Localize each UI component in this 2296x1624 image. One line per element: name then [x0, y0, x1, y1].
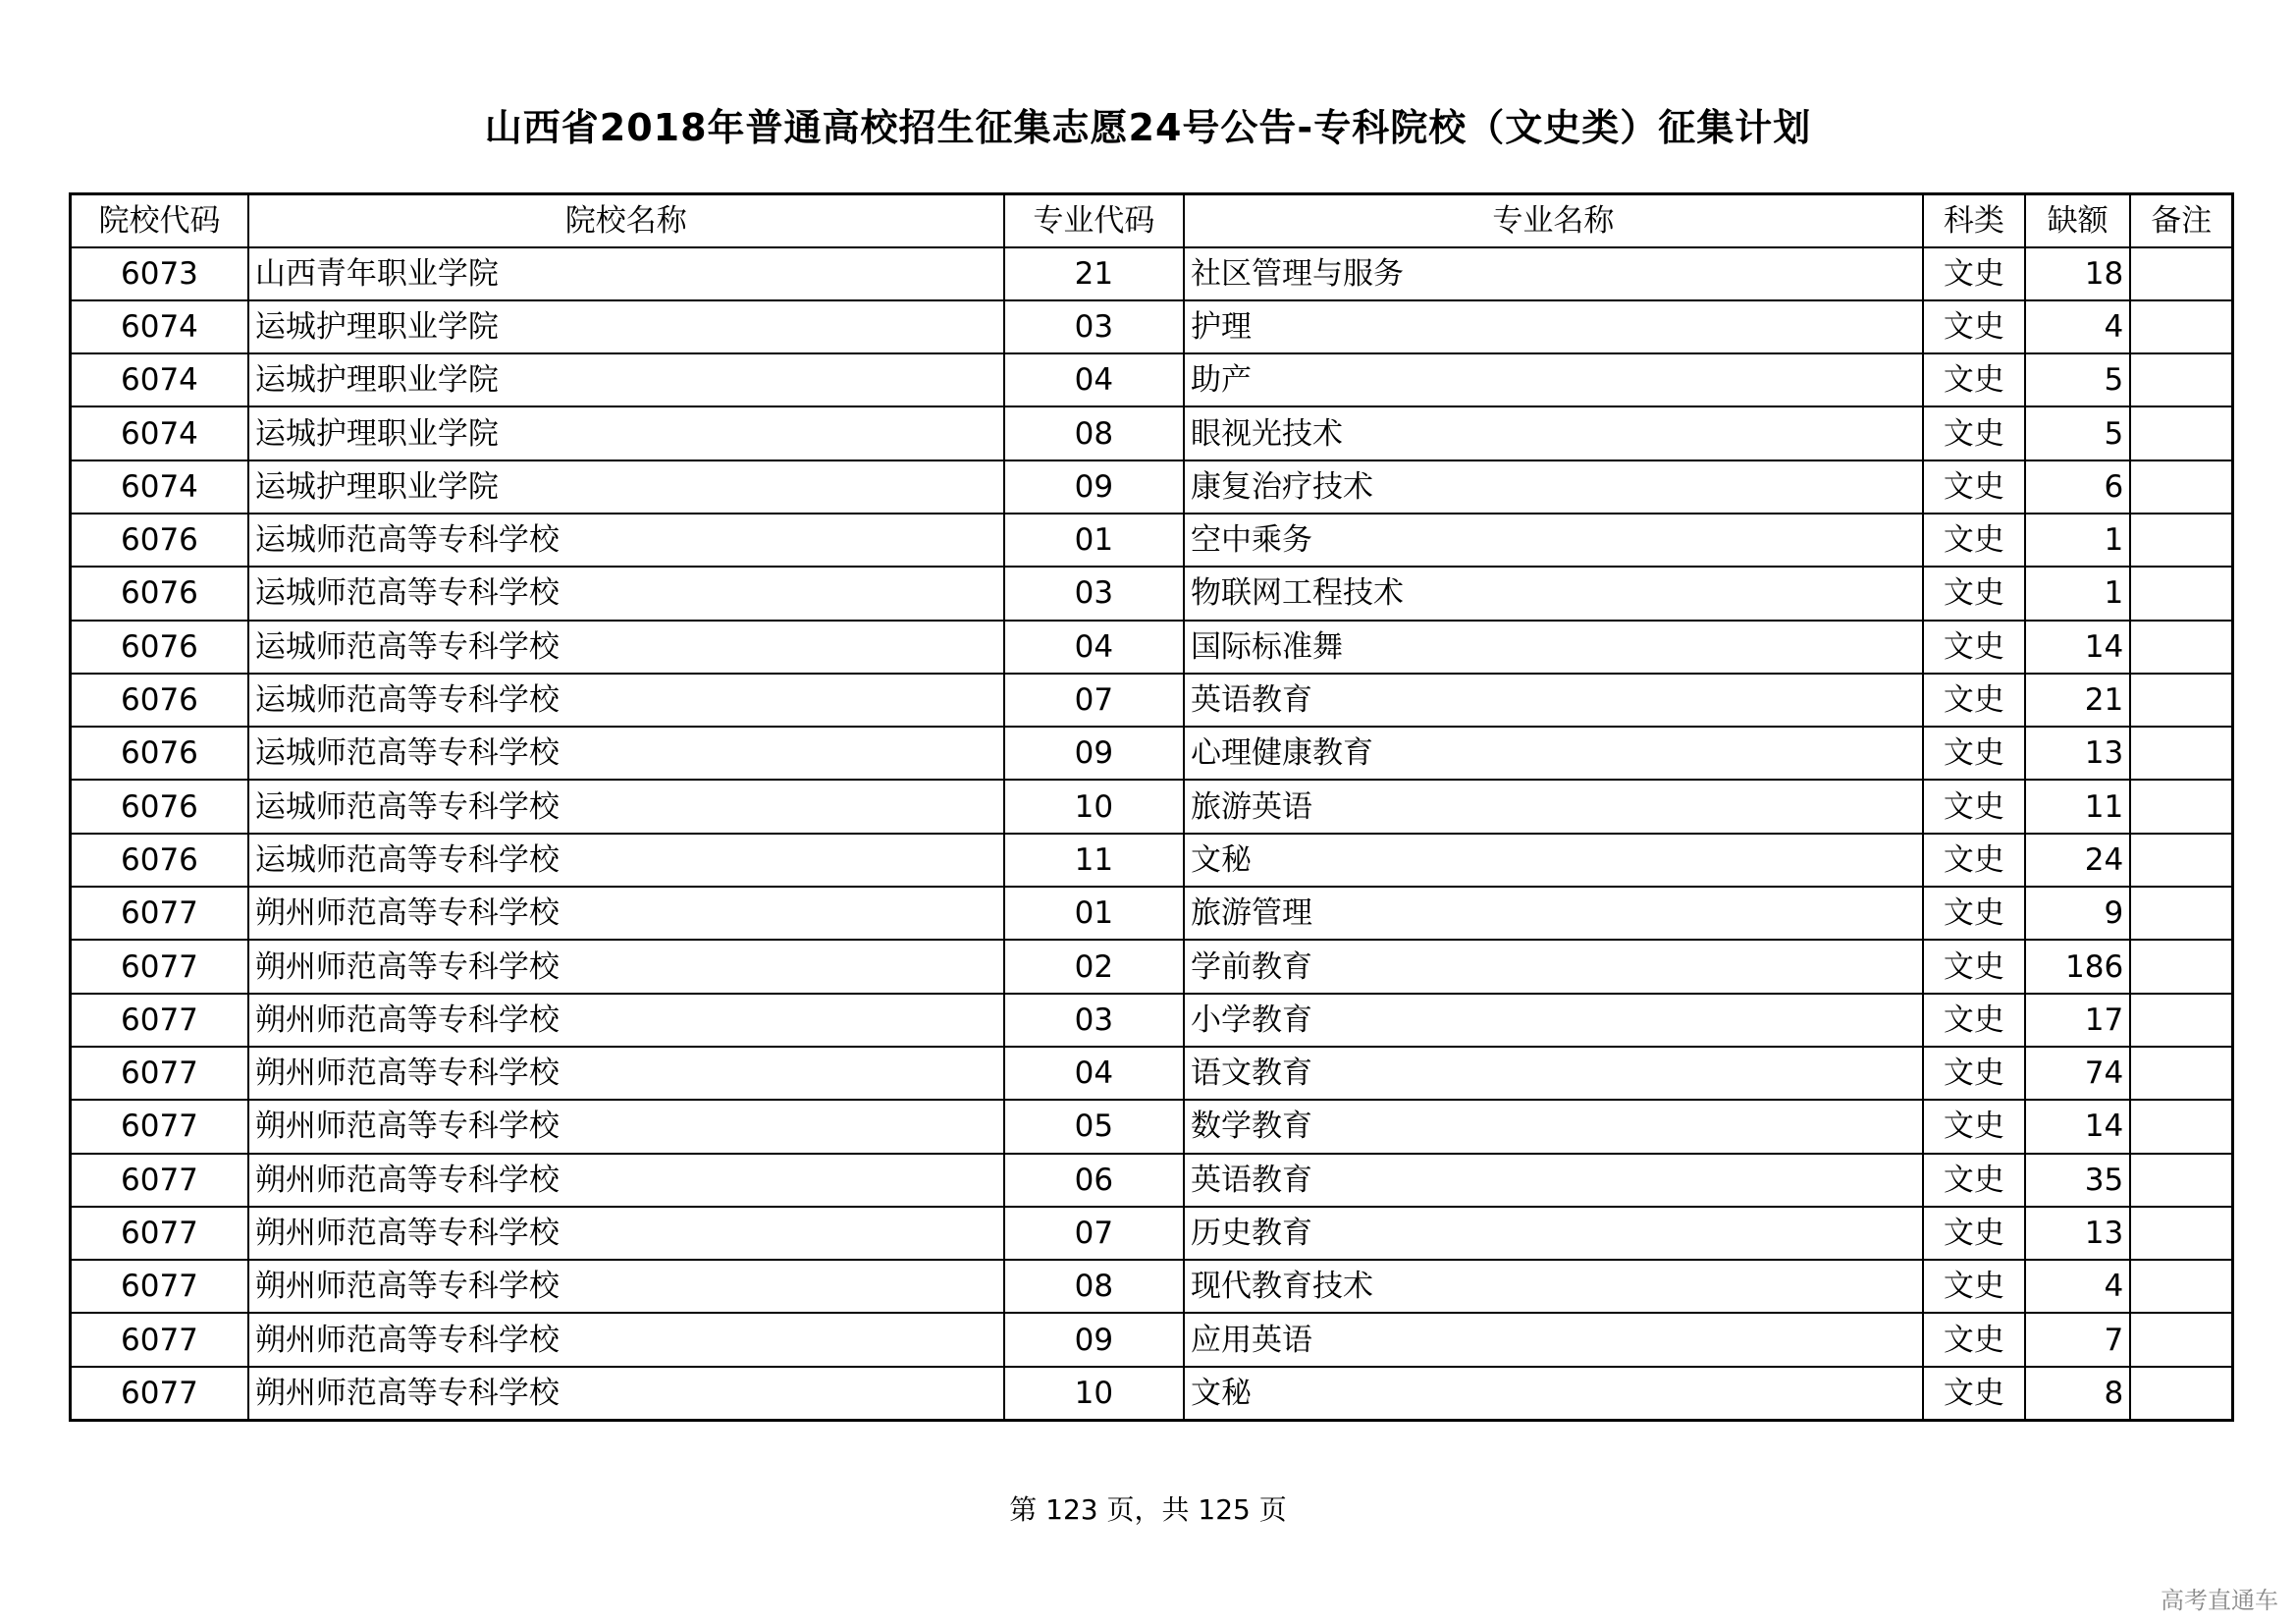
cell-school-code: 6077: [71, 1260, 248, 1313]
cell-major-code: 06: [1004, 1154, 1184, 1207]
table-row: [71, 994, 2233, 1047]
cell-note: [2130, 834, 2232, 887]
cell-school-code: 6077: [71, 1207, 248, 1260]
cell-note: [2130, 887, 2232, 940]
cell-school-name: 运城师范高等专科学校: [248, 514, 1004, 567]
cell-category: 文史: [1923, 353, 2025, 406]
cell-note: [2130, 300, 2232, 353]
cell-note: [2130, 940, 2232, 993]
cell-note: [2130, 1313, 2232, 1366]
cell-category: 文史: [1923, 1154, 2025, 1207]
cell-school-code: 6074: [71, 300, 248, 353]
header-school-code: 院校代码: [71, 194, 248, 247]
cell-quota: 7: [2025, 1313, 2130, 1366]
header-major-name: 专业名称: [1184, 194, 1923, 247]
cell-category: 文史: [1923, 1207, 2025, 1260]
cell-major-name: 空中乘务: [1184, 514, 1923, 567]
table-row: [71, 1047, 2233, 1100]
table-row: [71, 1260, 2233, 1313]
cell-category: 文史: [1923, 406, 2025, 460]
cell-school-name: 运城师范高等专科学校: [248, 834, 1004, 887]
cell-major-name: 现代教育技术: [1184, 1260, 1923, 1313]
cell-major-code: 04: [1004, 621, 1184, 674]
cell-major-code: 08: [1004, 406, 1184, 460]
cell-category: 文史: [1923, 514, 2025, 567]
cell-note: [2130, 353, 2232, 406]
cell-school-name: 运城师范高等专科学校: [248, 780, 1004, 833]
table-row: [71, 621, 2233, 674]
cell-school-code: 6076: [71, 674, 248, 727]
cell-major-name: 小学教育: [1184, 994, 1923, 1047]
table-row: [71, 1367, 2233, 1420]
cell-major-name: 学前教育: [1184, 940, 1923, 993]
header-note: 备注: [2130, 194, 2232, 247]
document-title: 山西省2018年普通高校招生征集志愿24号公告-专科院校（文史类）征集计划: [484, 106, 1812, 149]
cell-category: 文史: [1923, 1367, 2025, 1420]
cell-major-name: 历史教育: [1184, 1207, 1923, 1260]
cell-school-code: 6074: [71, 406, 248, 460]
cell-major-code: 09: [1004, 1313, 1184, 1366]
header-major-code: 专业代码: [1004, 194, 1184, 247]
cell-category: 文史: [1923, 460, 2025, 514]
cell-quota: 74: [2025, 1047, 2130, 1100]
table-row: [71, 460, 2233, 514]
cell-school-code: 6076: [71, 834, 248, 887]
cell-category: 文史: [1923, 1260, 2025, 1313]
cell-major-name: 数学教育: [1184, 1100, 1923, 1153]
cell-category: 文史: [1923, 727, 2025, 780]
cell-major-name: 物联网工程技术: [1184, 567, 1923, 620]
cell-quota: 24: [2025, 834, 2130, 887]
cell-major-name: 应用英语: [1184, 1313, 1923, 1366]
cell-quota: 6: [2025, 460, 2130, 514]
cell-major-code: 01: [1004, 887, 1184, 940]
table-header-row: [71, 194, 2233, 247]
cell-note: [2130, 406, 2232, 460]
cell-quota: 9: [2025, 887, 2130, 940]
cell-quota: 14: [2025, 1100, 2130, 1153]
cell-major-code: 07: [1004, 1207, 1184, 1260]
cell-school-name: 山西青年职业学院: [248, 247, 1004, 300]
page-number: 第 123 页，共 125 页: [1009, 1493, 1287, 1526]
cell-major-code: 08: [1004, 1260, 1184, 1313]
cell-note: [2130, 514, 2232, 567]
cell-school-code: 6076: [71, 621, 248, 674]
cell-school-name: 运城师范高等专科学校: [248, 567, 1004, 620]
cell-school-name: 运城护理职业学院: [248, 406, 1004, 460]
cell-major-name: 语文教育: [1184, 1047, 1923, 1100]
cell-major-code: 03: [1004, 994, 1184, 1047]
cell-school-name: 朔州师范高等专科学校: [248, 1100, 1004, 1153]
cell-category: 文史: [1923, 994, 2025, 1047]
cell-note: [2130, 460, 2232, 514]
table-row: [71, 887, 2233, 940]
cell-quota: 1: [2025, 514, 2130, 567]
cell-school-code: 6077: [71, 1313, 248, 1366]
cell-note: [2130, 674, 2232, 727]
cell-quota: 5: [2025, 353, 2130, 406]
table-row: [71, 567, 2233, 620]
cell-quota: 21: [2025, 674, 2130, 727]
cell-category: 文史: [1923, 1100, 2025, 1153]
cell-major-code: 01: [1004, 514, 1184, 567]
cell-quota: 8: [2025, 1367, 2130, 1420]
cell-quota: 186: [2025, 940, 2130, 993]
table-row: [71, 780, 2233, 833]
cell-major-name: 心理健康教育: [1184, 727, 1923, 780]
cell-school-name: 运城护理职业学院: [248, 300, 1004, 353]
cell-major-code: 21: [1004, 247, 1184, 300]
cell-quota: 4: [2025, 300, 2130, 353]
table-row: [71, 940, 2233, 993]
cell-school-code: 6077: [71, 940, 248, 993]
cell-quota: 13: [2025, 727, 2130, 780]
watermark: 高考直通车: [2161, 1587, 2278, 1614]
table-row: [71, 727, 2233, 780]
table-row: [71, 834, 2233, 887]
cell-note: [2130, 567, 2232, 620]
cell-quota: 11: [2025, 780, 2130, 833]
cell-category: 文史: [1923, 1313, 2025, 1366]
table-row: [71, 674, 2233, 727]
cell-major-code: 09: [1004, 727, 1184, 780]
cell-school-name: 运城师范高等专科学校: [248, 621, 1004, 674]
cell-category: 文史: [1923, 834, 2025, 887]
cell-major-code: 04: [1004, 1047, 1184, 1100]
cell-major-code: 02: [1004, 940, 1184, 993]
cell-major-code: 10: [1004, 780, 1184, 833]
header-quota: 缺额: [2025, 194, 2130, 247]
cell-quota: 14: [2025, 621, 2130, 674]
cell-school-name: 朔州师范高等专科学校: [248, 1154, 1004, 1207]
header-school-name: 院校名称: [248, 194, 1004, 247]
cell-school-name: 朔州师范高等专科学校: [248, 940, 1004, 993]
cell-school-code: 6077: [71, 1100, 248, 1153]
cell-school-code: 6076: [71, 727, 248, 780]
cell-category: 文史: [1923, 621, 2025, 674]
cell-major-name: 文秘: [1184, 1367, 1923, 1420]
cell-note: [2130, 1207, 2232, 1260]
table-row: [71, 514, 2233, 567]
cell-major-name: 旅游英语: [1184, 780, 1923, 833]
cell-major-code: 05: [1004, 1100, 1184, 1153]
table-row: [71, 1154, 2233, 1207]
cell-major-code: 07: [1004, 674, 1184, 727]
cell-quota: 18: [2025, 247, 2130, 300]
cell-school-code: 6076: [71, 567, 248, 620]
cell-quota: 4: [2025, 1260, 2130, 1313]
cell-school-code: 6073: [71, 247, 248, 300]
cell-school-name: 朔州师范高等专科学校: [248, 887, 1004, 940]
cell-category: 文史: [1923, 887, 2025, 940]
cell-category: 文史: [1923, 780, 2025, 833]
cell-school-name: 运城师范高等专科学校: [248, 674, 1004, 727]
cell-note: [2130, 247, 2232, 300]
cell-note: [2130, 1367, 2232, 1420]
cell-school-code: 6076: [71, 514, 248, 567]
cell-school-name: 朔州师范高等专科学校: [248, 1260, 1004, 1313]
table-row: [71, 406, 2233, 460]
cell-school-code: 6077: [71, 1047, 248, 1100]
cell-category: 文史: [1923, 247, 2025, 300]
table-body: [71, 247, 2233, 1421]
cell-school-code: 6077: [71, 994, 248, 1047]
cell-note: [2130, 727, 2232, 780]
cell-major-name: 国际标准舞: [1184, 621, 1923, 674]
cell-school-code: 6074: [71, 353, 248, 406]
table-row: [71, 300, 2233, 353]
cell-category: 文史: [1923, 300, 2025, 353]
cell-school-code: 6076: [71, 780, 248, 833]
cell-major-name: 助产: [1184, 353, 1923, 406]
cell-category: 文史: [1923, 1047, 2025, 1100]
cell-major-code: 04: [1004, 353, 1184, 406]
cell-major-name: 眼视光技术: [1184, 406, 1923, 460]
table-row: [71, 353, 2233, 406]
cell-quota: 35: [2025, 1154, 2130, 1207]
cell-major-name: 英语教育: [1184, 1154, 1923, 1207]
cell-major-name: 英语教育: [1184, 674, 1923, 727]
cell-school-code: 6077: [71, 1367, 248, 1420]
cell-category: 文史: [1923, 940, 2025, 993]
cell-quota: 17: [2025, 994, 2130, 1047]
cell-quota: 5: [2025, 406, 2130, 460]
cell-school-name: 朔州师范高等专科学校: [248, 994, 1004, 1047]
cell-quota: 13: [2025, 1207, 2130, 1260]
cell-school-name: 朔州师范高等专科学校: [248, 1313, 1004, 1366]
cell-quota: 1: [2025, 567, 2130, 620]
cell-school-name: 运城护理职业学院: [248, 353, 1004, 406]
cell-note: [2130, 1154, 2232, 1207]
cell-major-code: 03: [1004, 300, 1184, 353]
cell-note: [2130, 994, 2232, 1047]
cell-major-name: 护理: [1184, 300, 1923, 353]
enrollment-plan-table: [69, 192, 2234, 1422]
cell-major-name: 文秘: [1184, 834, 1923, 887]
cell-major-code: 11: [1004, 834, 1184, 887]
cell-major-name: 康复治疗技术: [1184, 460, 1923, 514]
cell-school-name: 运城师范高等专科学校: [248, 727, 1004, 780]
cell-school-name: 朔州师范高等专科学校: [248, 1207, 1004, 1260]
cell-note: [2130, 1047, 2232, 1100]
table-row: [71, 1207, 2233, 1260]
cell-note: [2130, 1260, 2232, 1313]
cell-major-code: 10: [1004, 1367, 1184, 1420]
cell-major-name: 旅游管理: [1184, 887, 1923, 940]
cell-note: [2130, 1100, 2232, 1153]
table-row: [71, 247, 2233, 300]
cell-school-name: 朔州师范高等专科学校: [248, 1367, 1004, 1420]
header-category: 科类: [1923, 194, 2025, 247]
cell-school-code: 6077: [71, 887, 248, 940]
table-row: [71, 1100, 2233, 1153]
cell-major-name: 社区管理与服务: [1184, 247, 1923, 300]
cell-school-code: 6074: [71, 460, 248, 514]
cell-category: 文史: [1923, 567, 2025, 620]
cell-note: [2130, 780, 2232, 833]
cell-note: [2130, 621, 2232, 674]
cell-major-code: 09: [1004, 460, 1184, 514]
table-row: [71, 1313, 2233, 1366]
cell-school-name: 运城护理职业学院: [248, 460, 1004, 514]
cell-school-name: 朔州师范高等专科学校: [248, 1047, 1004, 1100]
cell-major-code: 03: [1004, 567, 1184, 620]
cell-category: 文史: [1923, 674, 2025, 727]
cell-school-code: 6077: [71, 1154, 248, 1207]
